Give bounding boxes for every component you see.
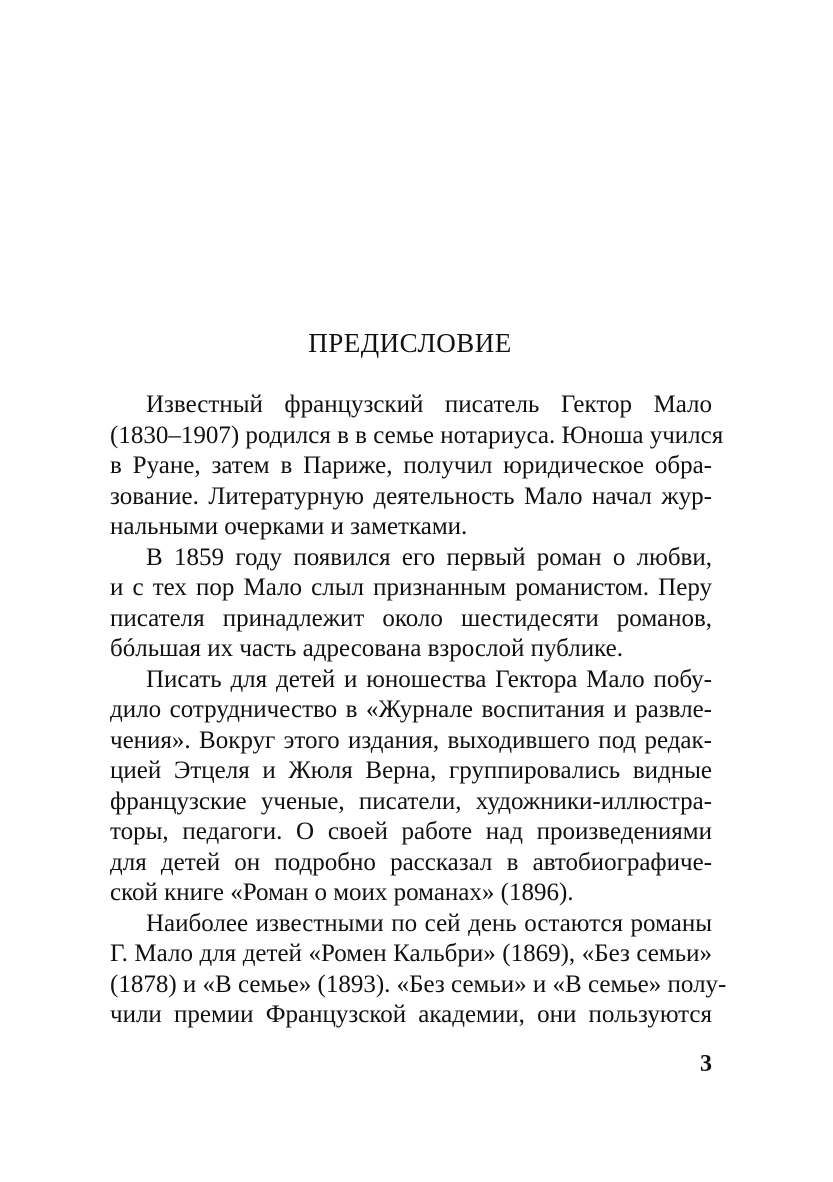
text-line: для детей он подробно рассказал в автобиографиче- <box>110 848 712 876</box>
paragraph-4 <box>110 909 727 1031</box>
page-number: 3 <box>700 1051 712 1077</box>
text-line: цией Этцеля и Жюля Верна, группировались видные <box>110 757 712 784</box>
text-line: Г. Мало для детей «Ромен Кальбри» (1869), «Без семьи» <box>110 940 712 967</box>
text-line: Писать для детей и юношества Гектора Мало побу- <box>146 665 712 693</box>
text-line: (1830–1907) родился в в семье нотариуса. Юноша учился <box>110 421 724 449</box>
text-line: В 1859 году появился его первый роман о любви, <box>146 543 712 571</box>
text-line: чения». Вокруг этого издания, выходившего под редак- <box>110 726 712 754</box>
text-line: дило сотрудничество в «Журнале воспитания и развле- <box>110 696 712 723</box>
text-line: и с тех пор Мало слыл признанным романистом. Перу <box>110 574 712 601</box>
text-line: Известный французский писатель Гектор Мало <box>146 391 712 418</box>
text-line: бóльшая их часть адресована взрослой публике. <box>110 635 623 662</box>
paragraph-1 <box>110 390 724 543</box>
text-line: торы, педагоги. О своей работе над произведениями <box>110 818 712 845</box>
text-line: чили премии Французской академии, они пользуются <box>110 1001 712 1028</box>
text-line: зование. Литературную деятельность Мало начал жур- <box>110 482 712 510</box>
text-line: французские ученые, писатели, художники-иллюстра- <box>110 787 712 815</box>
text-line: Наиболее известными по сей день остаются романы <box>146 909 712 937</box>
page-title: ПРЕДИСЛОВИЕ <box>308 328 512 358</box>
text-line: писателя принадлежит около шестидесяти романов, <box>110 604 712 632</box>
body-text <box>110 390 727 1031</box>
text-line: в Руане, затем в Париже, получил юридическое обра- <box>110 452 712 479</box>
text-line: ской книге «Роман о моих романах» (1896). <box>110 879 574 906</box>
text-line: (1878) и «В семье» (1893). «Без семьи» и «В семье» полу- <box>110 970 727 998</box>
paragraph-3 <box>110 665 712 909</box>
paragraph-2 <box>110 543 712 665</box>
text-line: нальными очерками и заметками. <box>110 513 468 540</box>
